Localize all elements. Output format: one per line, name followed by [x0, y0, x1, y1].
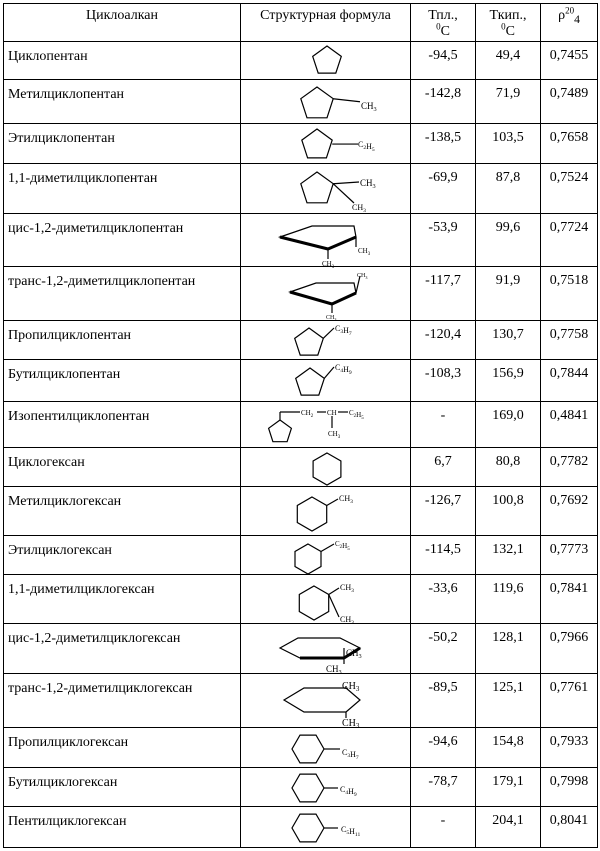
table-row	[4, 674, 598, 728]
group-label: $C_3H_7$	[334, 323, 352, 337]
group-label: $C_4H_9$	[334, 363, 352, 377]
table-row	[4, 487, 598, 536]
density-value: 0,7489	[541, 80, 598, 124]
cycloalkane-name: Циклогексан	[4, 447, 241, 487]
group-label: $CH_3$	[327, 430, 340, 441]
boiling-point-value: 87,8	[476, 163, 541, 213]
formula-diagram	[242, 215, 410, 271]
structural-formula	[241, 728, 411, 768]
density-value: 0,7782	[541, 447, 598, 487]
melting-point-value: -	[411, 807, 476, 848]
structural-formula	[241, 42, 411, 80]
structural-formula	[241, 674, 411, 728]
group-label: CH	[326, 409, 337, 418]
cycloalkane-name: 1,1-диметилциклопентан	[4, 163, 241, 213]
melting-point-value: -	[411, 401, 476, 447]
boiling-point-value: 154,8	[476, 728, 541, 768]
density-value: 0,7773	[541, 535, 598, 575]
bond-line	[333, 99, 360, 102]
boiling-point-value: 128,1	[476, 624, 541, 674]
boiling-point-value: 91,9	[476, 266, 541, 320]
boiling-point-value: 100,8	[476, 487, 541, 536]
boiling-point-value: 119,6	[476, 575, 541, 624]
table-row	[4, 728, 598, 768]
boiling-point-value: 103,5	[476, 124, 541, 164]
ring-shape	[299, 586, 328, 620]
melting-point-value: -69,9	[411, 163, 476, 213]
table-row	[4, 266, 598, 320]
ring-shape	[268, 420, 291, 442]
density-value: 0,7518	[541, 266, 598, 320]
group-label: $C_5H_{11}$	[340, 824, 360, 838]
table-row	[4, 535, 598, 575]
cycloalkane-name: Пропилциклопентан	[4, 320, 241, 360]
melting-point-value: -89,5	[411, 674, 476, 728]
density-value: 0,4841	[541, 401, 598, 447]
boiling-point-value: 204,1	[476, 807, 541, 848]
cycloalkane-name: транс-1,2-диметилциклогексан	[4, 674, 241, 728]
bond-line	[280, 237, 328, 249]
boiling-point-value: 99,6	[476, 213, 541, 266]
ring-shape	[295, 544, 321, 574]
cycloalkane-name: Метилциклопентан	[4, 80, 241, 124]
table-row	[4, 401, 598, 447]
cycloalkane-name: Циклопентан	[4, 42, 241, 80]
formula-diagram	[242, 809, 410, 846]
melting-point-value: -142,8	[411, 80, 476, 124]
header-density: $\rho^{20}_4$	[541, 4, 598, 42]
group-label: $C_4H_9$	[339, 785, 357, 799]
cycloalkane-name: цис-1,2-диметилциклопентан	[4, 213, 241, 266]
cycloalkane-name: Этилциклогексан	[4, 535, 241, 575]
structural-formula	[241, 360, 411, 402]
cycloalkane-name: цис-1,2-диметилциклогексан	[4, 624, 241, 674]
table-row	[4, 447, 598, 487]
density-value: 0,7658	[541, 124, 598, 164]
formula-diagram	[242, 449, 410, 485]
formula-diagram	[242, 322, 410, 358]
density-value: 0,7966	[541, 624, 598, 674]
density-value: 0,7998	[541, 767, 598, 807]
bond-line	[320, 544, 333, 552]
bond-line	[332, 293, 356, 304]
structural-formula	[241, 807, 411, 848]
bond-line	[324, 367, 334, 378]
structural-formula	[241, 213, 411, 271]
group-label: $CH_3$	[325, 315, 336, 323]
structural-formula	[241, 767, 411, 807]
boiling-point-value: 169,0	[476, 401, 541, 447]
formula-diagram	[242, 537, 410, 573]
group-label: $C_2H_5$	[357, 140, 375, 154]
formula-diagram	[242, 165, 410, 215]
structural-formula	[241, 124, 411, 164]
group-label: $CH_3$	[338, 494, 353, 506]
formula-diagram	[242, 43, 410, 78]
boiling-point-value: 179,1	[476, 767, 541, 807]
bond-line	[290, 292, 332, 304]
table-row	[4, 320, 598, 360]
boiling-point-value: 130,7	[476, 320, 541, 360]
density-value: 0,7761	[541, 674, 598, 728]
group-label: $CH_2$	[300, 409, 313, 420]
melting-point-value: -94,6	[411, 728, 476, 768]
formula-diagram	[242, 125, 410, 161]
boiling-point-value: 49,4	[476, 42, 541, 80]
table-row	[4, 360, 598, 402]
table-row	[4, 624, 598, 674]
group-label: $CH_3$	[357, 247, 370, 258]
structural-formula	[241, 487, 411, 536]
melting-point-value: -120,4	[411, 320, 476, 360]
table-row	[4, 213, 598, 266]
ring-shape	[300, 87, 332, 118]
structural-formula	[241, 320, 411, 360]
table-row	[4, 163, 598, 213]
structural-formula	[241, 163, 411, 213]
group-label: $CH_3$	[325, 663, 342, 676]
melting-point-value: -126,7	[411, 487, 476, 536]
group-label: $CH_3$	[359, 178, 376, 191]
table-row	[4, 80, 598, 124]
bond-line	[328, 594, 338, 617]
cycloalkane-name: Пропилциклогексан	[4, 728, 241, 768]
formula-diagram	[242, 361, 410, 399]
structural-formula	[241, 266, 411, 323]
density-value: 0,7692	[541, 487, 598, 536]
cycloalkane-name: 1,1-диметилциклогексан	[4, 575, 241, 624]
ring-shape	[295, 368, 324, 395]
boiling-point-value: 125,1	[476, 674, 541, 728]
formula-diagram	[242, 730, 410, 766]
ring-shape	[313, 453, 341, 485]
ring-shape	[292, 774, 324, 802]
density-value: 0,7844	[541, 360, 598, 402]
cycloalkane-name: Пентилциклогексан	[4, 807, 241, 848]
formula-diagram	[242, 82, 410, 122]
group-label: $CH_3$	[341, 680, 359, 693]
table-row	[4, 42, 598, 80]
melting-point-value: -50,2	[411, 624, 476, 674]
group-label: $CH_3$	[360, 100, 377, 113]
table-row	[4, 575, 598, 624]
cycloalkane-name: Этилциклопентан	[4, 124, 241, 164]
group-label: $CH_3$	[351, 203, 366, 215]
formula-diagram	[242, 577, 410, 626]
structural-formula	[241, 624, 411, 674]
formula-diagram	[242, 488, 410, 533]
cycloalkane-name: Изопентилциклопентан	[4, 401, 241, 447]
density-value: 0,7933	[541, 728, 598, 768]
cycloalkane-name: транс-1,2-диметилциклопентан	[4, 266, 241, 320]
group-label: $CH_3$	[345, 647, 362, 660]
density-value: 0,8041	[541, 807, 598, 848]
group-label: $CH_3$	[341, 717, 359, 730]
density-value: 0,7455	[541, 42, 598, 80]
melting-point-value: -138,5	[411, 124, 476, 164]
density-value: 0,7524	[541, 163, 598, 213]
melting-point-value: -53,9	[411, 213, 476, 266]
header-name: Циклоалкан	[4, 4, 241, 42]
formula-diagram	[242, 769, 410, 805]
structural-formula	[241, 80, 411, 124]
melting-point-value: -33,6	[411, 575, 476, 624]
structural-formula	[241, 447, 411, 487]
bond-line	[333, 184, 354, 203]
ring-shape	[292, 735, 324, 763]
table-row	[4, 767, 598, 807]
boiling-point-value: 156,9	[476, 360, 541, 402]
ring-shape	[300, 172, 332, 203]
cycloalkanes-table	[3, 3, 598, 848]
melting-point-value: 6,7	[411, 447, 476, 487]
melting-point-value: -108,3	[411, 360, 476, 402]
ring-shape	[297, 497, 326, 531]
structural-formula	[241, 575, 411, 624]
ring-shape	[294, 328, 323, 355]
group-label: $CH_3$	[356, 273, 367, 281]
header-formula: Структурная формула	[241, 4, 411, 42]
header-row	[4, 4, 598, 42]
group-label: $C_3H_7$	[341, 747, 359, 761]
group-label: $CH_3$	[339, 614, 354, 626]
table-row	[4, 124, 598, 164]
density-value: 0,7758	[541, 320, 598, 360]
cycloalkane-name: Бутилциклопентан	[4, 360, 241, 402]
bond-line	[333, 182, 359, 184]
melting-point-value: -94,5	[411, 42, 476, 80]
bond-line	[323, 328, 334, 338]
formula-diagram	[242, 268, 410, 323]
structural-formula	[241, 535, 411, 575]
table-row	[4, 807, 598, 848]
group-label: $CH_3$	[339, 582, 354, 594]
ring-shape	[301, 129, 331, 158]
formula-diagram	[242, 676, 410, 730]
ring-shape	[312, 46, 341, 73]
bond-line	[328, 588, 338, 595]
group-label: $CH_3$	[321, 260, 334, 271]
bond-line	[326, 499, 337, 506]
density-value: 0,7841	[541, 575, 598, 624]
bond-line	[328, 237, 356, 249]
header-melting-point: Тпл., $^0$C	[411, 4, 476, 42]
boiling-point-value: 80,8	[476, 447, 541, 487]
group-label: $C_2H_5$	[348, 409, 364, 422]
melting-point-value: -114,5	[411, 535, 476, 575]
group-label: $C_2H_5$	[334, 540, 350, 553]
cycloalkane-name: Бутилциклогексан	[4, 767, 241, 807]
boiling-point-value: 132,1	[476, 535, 541, 575]
density-value: 0,7724	[541, 213, 598, 266]
formula-diagram	[242, 403, 410, 445]
header-boiling-point: Ткип., $^0$C	[476, 4, 541, 42]
boiling-point-value: 71,9	[476, 80, 541, 124]
melting-point-value: -78,7	[411, 767, 476, 807]
melting-point-value: -117,7	[411, 266, 476, 320]
ring-shape	[292, 814, 324, 842]
cycloalkane-name: Метилциклогексан	[4, 487, 241, 536]
formula-diagram	[242, 626, 410, 676]
structural-formula	[241, 401, 411, 447]
